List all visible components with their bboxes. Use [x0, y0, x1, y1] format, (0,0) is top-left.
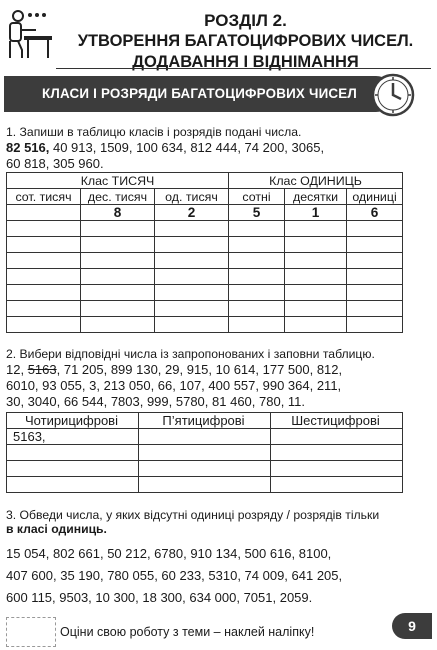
six-digit-header: Шестицифрові: [271, 413, 403, 429]
table-row: [7, 269, 403, 285]
table-cell[interactable]: [229, 221, 285, 237]
task1-numbers-line2: 60 818, 305 960.: [6, 156, 104, 171]
topic-banner: [4, 76, 394, 112]
table-cell[interactable]: [285, 269, 347, 285]
table-row: [7, 301, 403, 317]
table-cell[interactable]: [7, 461, 139, 477]
table-row: [7, 285, 403, 301]
table-cell[interactable]: [7, 285, 81, 301]
classes-digits-table: [6, 172, 403, 333]
clock-icon: [370, 72, 416, 118]
table-cell[interactable]: [155, 237, 229, 253]
task1-numbers: [6, 140, 324, 172]
table-cell[interactable]: [347, 221, 403, 237]
table-cell[interactable]: [285, 317, 347, 333]
table-row: [7, 477, 403, 493]
table-cell[interactable]: [7, 445, 139, 461]
table-cell[interactable]: [271, 477, 403, 493]
class-units-header: Клас ОДИНИЦЬ: [229, 173, 403, 189]
table-cell[interactable]: [347, 285, 403, 301]
table-cell[interactable]: [347, 317, 403, 333]
table-cell[interactable]: [7, 269, 81, 285]
section-title-line1: УТВОРЕННЯ БАГАТОЦИФРОВИХ ЧИСЕЛ.: [77, 32, 414, 50]
table-cell[interactable]: [229, 301, 285, 317]
task2-example-number: 5163: [27, 362, 57, 377]
table-cell[interactable]: [155, 301, 229, 317]
task1-numbers-line1: 40 913, 1509, 100 634, 812 444, 74 200, 3065,: [49, 140, 325, 155]
table-cell[interactable]: [285, 301, 347, 317]
table-cell[interactable]: [139, 461, 271, 477]
col-header-tens: десятки: [285, 189, 347, 205]
table-cell[interactable]: [285, 221, 347, 237]
task3-prompt-line1: 3. Обведи числа, у яких відсутні одиниці розряду / розрядів тільки: [6, 508, 380, 522]
table-cell[interactable]: [81, 285, 155, 301]
table-cell[interactable]: [139, 477, 271, 493]
table-cell[interactable]: [155, 317, 229, 333]
table-cell[interactable]: [155, 253, 229, 269]
footer-text: Оціни свою роботу з теми – наклей наліпку!: [60, 625, 315, 639]
four-digit-header: Чотирицифрові: [7, 413, 139, 429]
table-cell[interactable]: [229, 237, 285, 253]
table-row: [7, 205, 403, 221]
table-cell[interactable]: 2: [155, 205, 229, 221]
table-cell[interactable]: [7, 253, 81, 269]
topic-banner-label: КЛАСИ І РОЗРЯДИ БАГАТОЦИФРОВИХ ЧИСЕЛ: [42, 86, 358, 101]
table-cell[interactable]: [285, 285, 347, 301]
task3-numbers: [6, 543, 342, 609]
task3-prompt: [6, 508, 379, 536]
table-cell[interactable]: [347, 253, 403, 269]
task2-numbers-line1: , 71 205, 899 130, 29, 915, 10 614, 177 500, 812,: [56, 362, 343, 377]
table-row: [7, 317, 403, 333]
page-number: 9: [392, 613, 432, 639]
five-digit-header: П’ятицифрові: [139, 413, 271, 429]
task3-numbers-line1[interactable]: 15 054, 802 661, 50 212, 6780, 910 134, 500 616, 8100,: [6, 546, 332, 561]
table-row: [7, 429, 403, 445]
table-cell[interactable]: [155, 269, 229, 285]
table-cell[interactable]: 6: [347, 205, 403, 221]
table-cell[interactable]: [7, 205, 81, 221]
table-cell[interactable]: [81, 317, 155, 333]
task1-example-number: 82 516,: [6, 140, 50, 155]
table-cell[interactable]: [285, 237, 347, 253]
col-header-units: одиниці: [347, 189, 403, 205]
table-cell[interactable]: [155, 285, 229, 301]
table-cell[interactable]: [285, 253, 347, 269]
section-number: РОЗДІЛ 2.: [204, 11, 287, 30]
table-cell[interactable]: [229, 317, 285, 333]
table-cell[interactable]: [7, 221, 81, 237]
table-cell[interactable]: [7, 237, 81, 253]
table-cell[interactable]: [81, 221, 155, 237]
table-cell[interactable]: [81, 301, 155, 317]
table-cell[interactable]: [347, 237, 403, 253]
col-header-ten-thousands: дес. тисяч: [81, 189, 155, 205]
sticker-placeholder[interactable]: [6, 617, 56, 647]
section-title-line2: ДОДАВАННЯ І ВІДНІМАННЯ: [132, 53, 359, 71]
col-header-thousands: од. тисяч: [155, 189, 229, 205]
task2-number-first: 12,: [6, 362, 28, 377]
table-row: [7, 221, 403, 237]
task2-prompt: 2. Вибери відповідні числа із запропонованих і заповни таблицю.: [6, 347, 375, 361]
table-cell[interactable]: [81, 269, 155, 285]
task3-numbers-line3[interactable]: 600 115, 9503, 10 300, 18 300, 634 000, 7051, 2059.: [6, 590, 313, 605]
table-cell[interactable]: [271, 461, 403, 477]
table-cell[interactable]: [7, 301, 81, 317]
task3-numbers-line2[interactable]: 407 600, 35 190, 780 055, 60 233, 5310, 74 009, 641 205,: [6, 568, 343, 583]
table-row: [7, 461, 403, 477]
table-cell[interactable]: [81, 253, 155, 269]
table-cell[interactable]: [347, 301, 403, 317]
student-at-desk-icon: [6, 8, 56, 63]
class-thousands-header: Клас ТИСЯЧ: [7, 173, 229, 189]
task3-prompt-line2: в класі одиниць.: [6, 522, 107, 536]
section-header: [58, 10, 433, 73]
table-cell[interactable]: 1: [285, 205, 347, 221]
col-header-hundred-thousands: сот. тисяч: [7, 189, 81, 205]
table-cell[interactable]: [229, 285, 285, 301]
table-cell[interactable]: [81, 237, 155, 253]
task2-numbers: [6, 362, 342, 410]
table-cell[interactable]: [229, 253, 285, 269]
task2-numbers-line3: 30, 3040, 66 544, 7803, 999, 5780, 81 460, 780, 11.: [6, 394, 306, 409]
table-cell[interactable]: 5: [229, 205, 285, 221]
task1-prompt: 1. Запиши в таблицю класів і розрядів подані числа.: [6, 125, 302, 139]
table-cell[interactable]: 8: [81, 205, 155, 221]
table-cell[interactable]: [139, 429, 271, 445]
table-row: [7, 253, 403, 269]
table-cell[interactable]: 5163,: [7, 429, 139, 445]
table-cell[interactable]: [139, 445, 271, 461]
task2-numbers-line2: 6010, 93 055, 3, 213 050, 66, 107, 400 557, 990 364, 211,: [6, 378, 342, 393]
header-divider: [56, 68, 431, 69]
table-cell[interactable]: [155, 221, 229, 237]
table-cell[interactable]: [7, 317, 81, 333]
table-cell[interactable]: [271, 445, 403, 461]
table-cell[interactable]: [7, 477, 139, 493]
table-cell[interactable]: [271, 429, 403, 445]
table-cell[interactable]: [347, 269, 403, 285]
table-row: [7, 237, 403, 253]
digit-count-table: [6, 412, 403, 493]
table-row: [7, 445, 403, 461]
table-cell[interactable]: [229, 269, 285, 285]
col-header-hundreds: сотні: [229, 189, 285, 205]
